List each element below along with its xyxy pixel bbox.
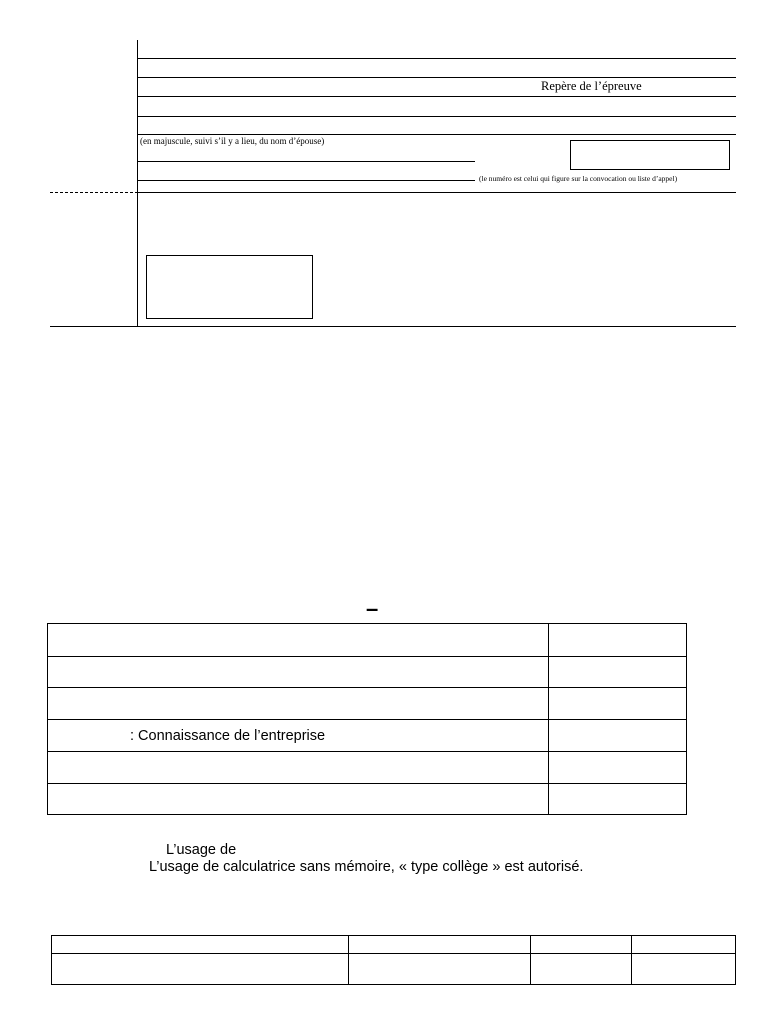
- subject-cell-value: [549, 657, 687, 688]
- header-line-6: [138, 192, 736, 193]
- subject-cell-label: [48, 784, 549, 815]
- name-line-2[interactable]: [138, 180, 475, 181]
- bottom-cell: [632, 936, 736, 954]
- subject-table: [47, 623, 687, 815]
- subject-cell-value: [549, 624, 687, 657]
- header-left-rule: [137, 40, 138, 327]
- candidate-number-box[interactable]: [570, 140, 730, 170]
- subject-cell-value: [549, 688, 687, 720]
- subject-cell-label: [48, 624, 549, 657]
- title-dash: –: [366, 596, 379, 621]
- header-bottom-rule: [50, 326, 736, 327]
- table-row: [52, 954, 736, 985]
- table-row: [52, 936, 736, 954]
- table-row: [48, 752, 687, 784]
- subject-cell-label: [48, 688, 549, 720]
- repere-epreuve-label: Repère de l’épreuve: [541, 79, 642, 93]
- bottom-cell: [52, 936, 349, 954]
- cut-line: [50, 192, 138, 193]
- subject-cell-value: [549, 784, 687, 815]
- instruction-line-1: L’usage de: [166, 842, 237, 858]
- number-hint: (le numéro est celui qui figure sur la convocation ou liste d’appel): [479, 174, 678, 183]
- bottom-cell: [348, 936, 531, 954]
- bottom-cell: [632, 954, 736, 985]
- table-row: [48, 784, 687, 815]
- table-row: [48, 720, 687, 752]
- table-row: [48, 688, 687, 720]
- table-row: [48, 624, 687, 657]
- bottom-cell: [52, 954, 349, 985]
- grade-box[interactable]: [146, 255, 313, 319]
- header-line-2: [138, 77, 736, 78]
- name-line-1[interactable]: [138, 161, 475, 162]
- header-line-5: [138, 134, 736, 135]
- subject-cell-label: : Connaissance de l’entreprise: [48, 720, 549, 752]
- table-row: [48, 657, 687, 688]
- subject-cell-value: [549, 720, 687, 752]
- bottom-cell: [531, 936, 632, 954]
- header-line-4: [138, 116, 736, 117]
- bottom-table: [51, 935, 736, 985]
- header-line-1: [138, 58, 736, 59]
- name-hint: (en majuscule, suivi s’il y a lieu, du nom d’épouse): [140, 136, 325, 146]
- header-line-3: [138, 96, 736, 97]
- subject-cell-label: [48, 657, 549, 688]
- subject-cell-value: [549, 752, 687, 784]
- subject-cell-label: [48, 752, 549, 784]
- instruction-line-2: L’usage de calculatrice sans mémoire, « type collège » est autorisé.: [149, 859, 584, 875]
- bottom-cell: [531, 954, 632, 985]
- bottom-cell: [348, 954, 531, 985]
